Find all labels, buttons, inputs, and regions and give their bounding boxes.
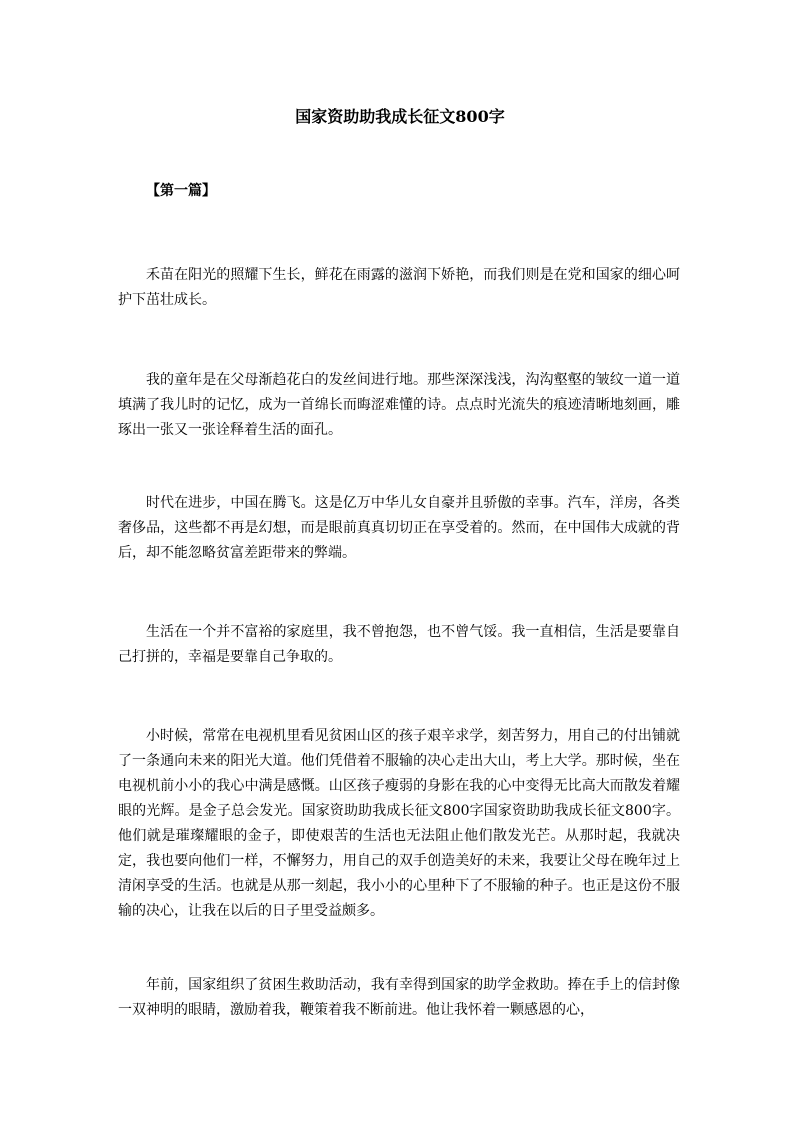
paragraph: 禾苗在阳光的照耀下生长，鲜花在雨露的滋润下娇艳，而我们则是在党和国家的细心呵护下茁壮成长。 bbox=[118, 267, 680, 308]
paragraph: 小时候，常常在电视机里看见贫困山区的孩子艰辛求学，刻苦努力，用自己的付出铺就了一条通向未来的阳光大道。他们凭借着不服输的决心走出大山，考上大学。那时候，坐在电视机前小小的我心中满是感慨。山区孩子瘦弱的身影在我的心中变得无比高大而散发着耀眼的光辉。是金子总会发光。国家资助助我成长征文800字国家资助助我成长征文800字。他们就是璀璨耀眼的金子，即使艰苦的生活也无法阻止他们散发光芒。从那时起，我就决定，我也要向他们一样，不懈努力，用自己的双手创造美好的未来，我要让父母在晚年过上清闲享受的生活。也就是从那一刻起，我小小的心里种下了不服输的种子。也正是这份不服输的决心，让我在以后的日子里受益颇多。 bbox=[118, 728, 680, 919]
paragraph: 我的童年是在父母渐趋花白的发丝间进行地。那些深深浅浅，沟沟壑壑的皱纹一道一道填满了我儿时的记忆，成为一首绵长而晦涩难懂的诗。点点时光流失的痕迹清晰地刻画，雕琢出一张又一张诠释着生活的面孔。 bbox=[118, 372, 680, 438]
paragraph: 生活在一个并不富裕的家庭里，我不曾抱怨，也不曾气馁。我一直相信，生活是要靠自己打拼的，幸福是要靠自己争取的。 bbox=[118, 624, 680, 665]
document-title: 国家资助助我成长征文800字 bbox=[295, 107, 505, 126]
section-heading: 【第一篇】 bbox=[146, 183, 216, 199]
paragraph: 时代在进步，中国在腾飞。这是亿万中华儿女自豪并且骄傲的幸事。汽车，洋房，各类奢侈品，这些都不再是幻想，而是眼前真真切切正在享受着的。然而，在中国伟大成就的背后，却不能忽略贫富差距带来的弊端。 bbox=[118, 495, 680, 561]
paragraph: 年前，国家组织了贫困生救助活动，我有幸得到国家的助学金救助。捧在手上的信封像一双神明的眼睛，激励着我，鞭策着我不断前进。他让我怀着一颗感恩的心， bbox=[118, 977, 680, 1018]
